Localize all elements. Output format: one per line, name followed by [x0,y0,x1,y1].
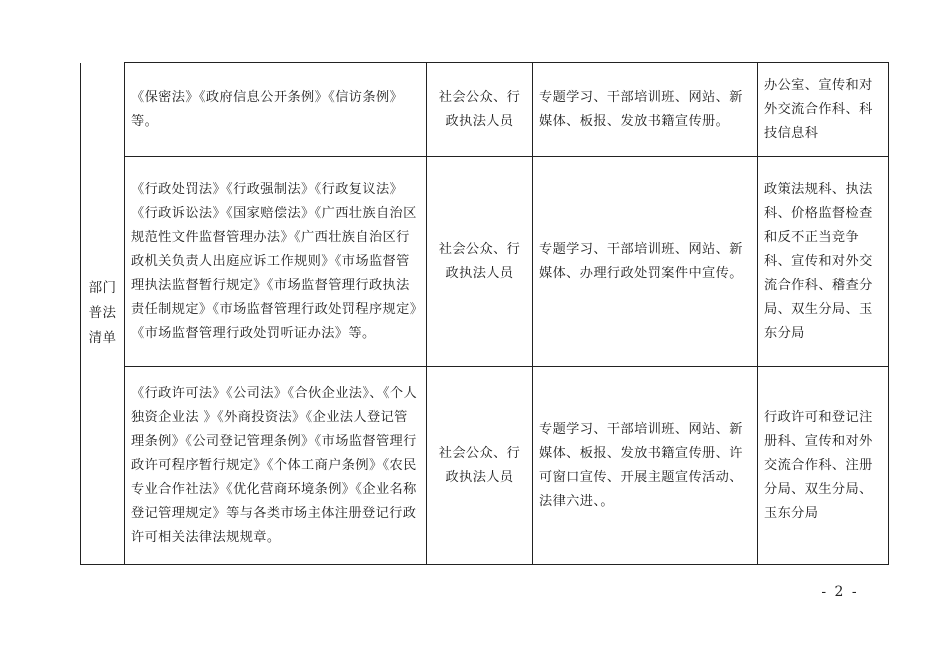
laws-text: 《保密法》《政府信息公开条例》《信访条例》等。 [131,89,404,129]
department-text: 行政许可和登记注册科、宣传和对外交流合作科、注册分局、双生分局、玉东分局 [764,409,873,521]
target-text: 社会公众、行政执法人员 [438,445,521,485]
page-number: - 2 - [821,584,859,600]
laws-text: 《行政许可法》《公司法》《合伙企业法》、《个人独资企业法 》《外商投资法》《企业法人登记管理条例》《公司登记管理条例》《市场监督管理行政许可程序暂行规定》《个体工商户条例》《农民专业合作社法》《优化营商环境条例》《企业名称登记管理规定》等与各类市场主体注册登记行政许可相关法律法规规章。 [131,385,418,545]
department-text: 办公室、宣传和对外交流合作科、科技信息科 [764,77,873,141]
department-text: 政策法规科、执法科、价格监督检查和反不正当竞争科、宣传和对外交流合作科、稽查分局、双生分局、玉东分局 [764,181,873,341]
table-row [81,157,889,367]
laws-cell [125,63,427,157]
table-row [81,367,889,565]
method-cell [533,367,758,565]
category-label: 部门普法清单 [88,279,117,346]
method-text: 专题学习、干部培训班、网站、新媒体、板报、发放书籍宣传册、许可窗口宣传、开展主题宣传活动、法律六进、。 [539,421,743,509]
laws-cell [125,367,427,565]
method-cell [533,157,758,367]
department-cell [758,63,889,157]
laws-text: 《行政处罚法》《行政强制法》《行政复议法》《行政诉讼法》《国家赔偿法》《广西壮族自治区规范性文件监督管理办法》《广西壮族自治区行政机关负责人出庭应诉工作规则》《市场监督管理执法监督暂行规定》《市场监督管理行政执法责任制规定》《市场监督管理行政处罚程序规定》《市场监督管理行政处罚听证办法》等。 [131,181,417,341]
target-cell [427,367,533,565]
department-cell [758,157,889,367]
department-cell [758,367,889,565]
method-text: 专题学习、干部培训班、网站、新媒体、板报、发放书籍宣传册。 [539,89,743,129]
target-text: 社会公众、行政执法人员 [438,241,521,281]
laws-cell [125,157,427,367]
method-cell [533,63,758,157]
method-text: 专题学习、干部培训班、网站、新媒体、办理行政处罚案件中宣传。 [539,241,743,281]
law-list-table [80,62,889,565]
category-cell [81,63,125,565]
target-text: 社会公众、行政执法人员 [438,89,521,129]
target-cell [427,157,533,367]
table-row [81,63,889,157]
target-cell [427,63,533,157]
